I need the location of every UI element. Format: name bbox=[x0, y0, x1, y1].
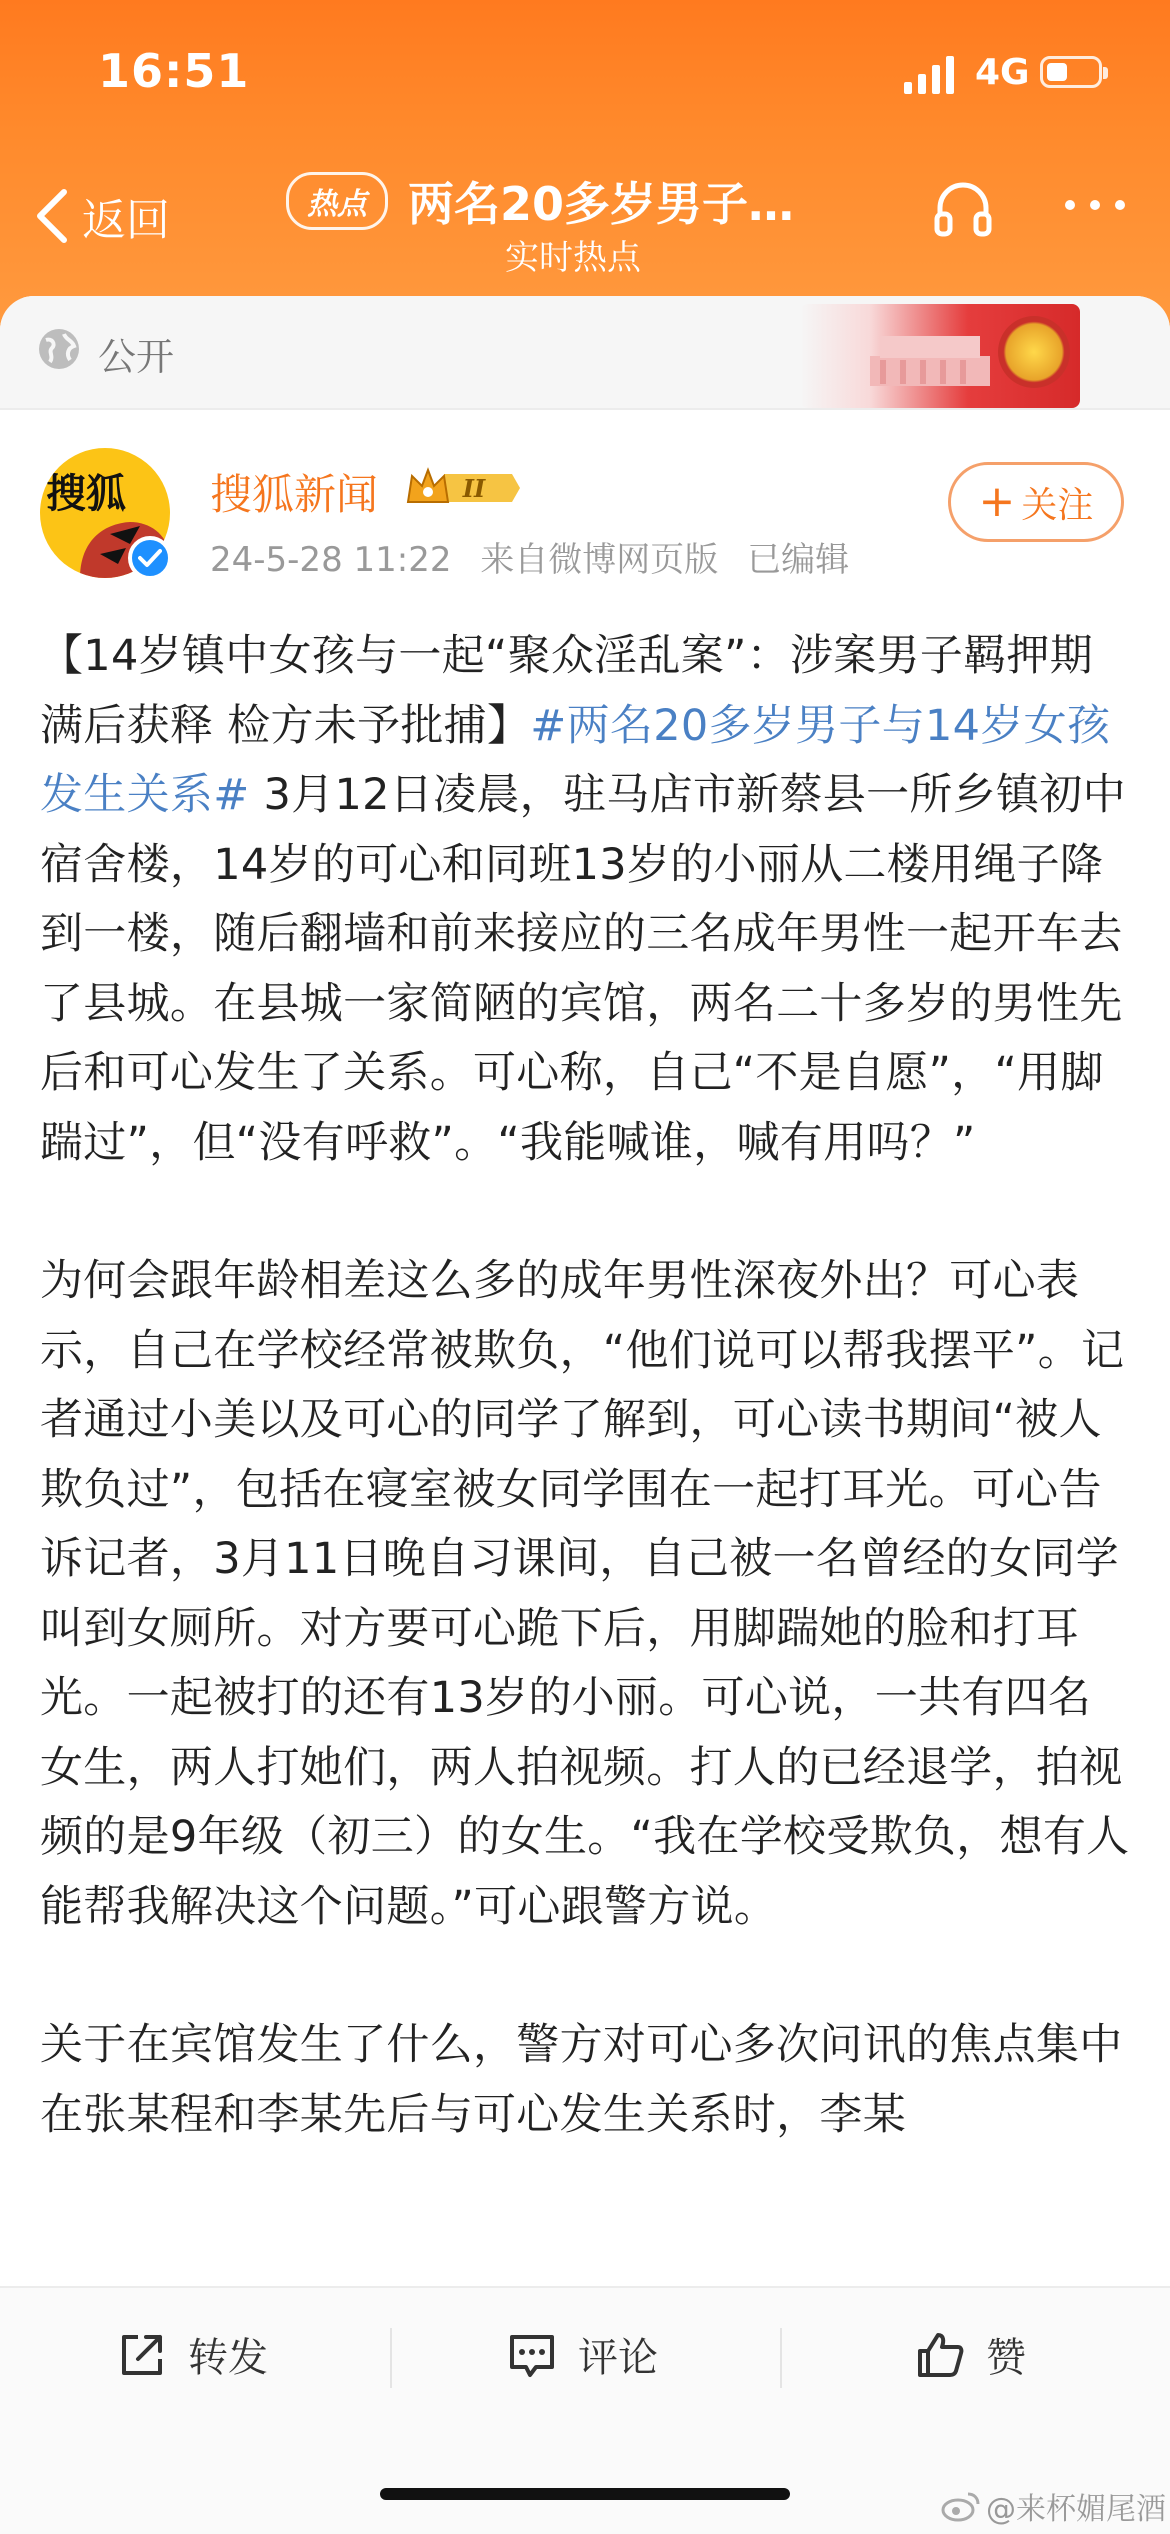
like-button[interactable] bbox=[914, 2326, 1026, 2383]
globe-icon bbox=[36, 326, 82, 372]
plus-icon: + bbox=[978, 476, 1016, 527]
nav-title-group bbox=[286, 168, 794, 234]
hashtag-link[interactable]: #两名20多岁男子与14岁女孩发生关系# bbox=[40, 700, 1111, 820]
thumbs-up-icon bbox=[914, 2329, 966, 2381]
watermark-text: @来杯媚尾酒 bbox=[986, 2492, 1166, 2527]
watermark bbox=[940, 2484, 1166, 2528]
post-headline: 【14岁镇中女孩与一起“聚众淫乱案”：涉案男子羁押期满后获释 检方未予批捕】 bbox=[40, 631, 1094, 751]
author-name[interactable]: 搜狐新闻 bbox=[210, 470, 379, 519]
header bbox=[0, 0, 1170, 330]
back-button[interactable] bbox=[32, 184, 170, 248]
hot-badge: 热点 bbox=[286, 172, 388, 230]
post-body bbox=[40, 622, 1130, 2150]
paragraph-1 bbox=[40, 622, 1130, 1178]
comment-label: 评论 bbox=[578, 2335, 658, 2381]
post-source: 来自微博网页版 bbox=[480, 540, 719, 580]
visibility-label: 公开 bbox=[98, 335, 175, 379]
status-time: 16:51 bbox=[98, 44, 250, 98]
post-meta bbox=[210, 532, 867, 581]
like-label: 赞 bbox=[986, 2335, 1026, 2381]
paragraph-2: 为何会跟年龄相差这么多的成年男性深夜外出？可心表示，自己在学校经常被欺负，“他们说可以帮我摆平”。记者通过小美以及可心的同学了解到，可心读书期间“被人欺负过”，包括在寝室被女同学围在一起打耳光。可心告诉记者，3月11日晚自习课间，自己被一名曾经的女同学叫到女厕所。对方要可心跪下后，用脚踹她的脸和打耳光。一起被打的还有13岁的小丽。可心说，一共有四名女生，两人打她们，两人拍视频。打人的已经退学，拍视频的是9年级（初三）的女生。“我在学校受欺负，想有人能帮我解决这个问题。”可心跟警方说。 bbox=[40, 1256, 1130, 1932]
signal-icon bbox=[904, 56, 956, 94]
action-bar bbox=[0, 2286, 1170, 2534]
comment-icon bbox=[506, 2329, 558, 2381]
post-card bbox=[0, 296, 1170, 2532]
svg-text:II: II bbox=[462, 474, 486, 503]
decorative-banner bbox=[800, 304, 1080, 408]
post-timestamp: 24-5-28 11:22 bbox=[210, 540, 452, 580]
page-title: 两名20多岁男子… bbox=[408, 177, 795, 231]
vip-badge-icon bbox=[404, 464, 520, 512]
visibility-bar bbox=[0, 296, 1170, 410]
battery-icon bbox=[1040, 56, 1102, 88]
chevron-left-icon bbox=[32, 186, 72, 246]
headphones-icon[interactable] bbox=[932, 178, 994, 240]
text-fade bbox=[0, 2236, 1170, 2286]
emblem-icon bbox=[998, 316, 1070, 388]
page-subtitle: 实时热点 bbox=[505, 238, 641, 278]
divider bbox=[780, 2328, 782, 2388]
paragraph-3: 关于在宾馆发生了什么，警方对可心多次问讯的焦点集中在张某程和李某先后与可心发生关系时，李某 bbox=[40, 2020, 1123, 2140]
more-icon[interactable] bbox=[1060, 190, 1130, 220]
follow-button[interactable] bbox=[948, 462, 1124, 542]
navbar bbox=[0, 160, 1170, 280]
comment-button[interactable] bbox=[506, 2326, 658, 2383]
repost-button[interactable] bbox=[116, 2326, 268, 2383]
home-indicator[interactable] bbox=[380, 2488, 790, 2500]
weibo-logo-icon bbox=[940, 2490, 980, 2522]
status-bar bbox=[0, 0, 1170, 150]
paragraph-1-text: 3月12日凌晨，驻马店市新蔡县一所乡镇初中宿舍楼，14岁的可心和同班13岁的小丽从二楼用绳子降到一楼，随后翻墙和前来接应的三名成年男性一起开车去了县城。在县城一家简陋的宾馆，两名二十多岁的男性先后和可心发生了关系。可心称，自己“不是自愿”，“用脚踹过”，但“没有呼救”。“我能喊谁，喊有用吗？” bbox=[40, 770, 1126, 1168]
follow-label: 关注 bbox=[1021, 484, 1094, 526]
edited-flag[interactable]: 已编辑 bbox=[747, 540, 850, 580]
verified-icon bbox=[128, 536, 172, 580]
network-type: 4G bbox=[975, 52, 1030, 93]
divider bbox=[390, 2328, 392, 2388]
repost-label: 转发 bbox=[188, 2335, 268, 2381]
avatar-logo-text: 搜狐 bbox=[46, 471, 126, 517]
back-label: 返回 bbox=[82, 195, 170, 246]
share-icon bbox=[116, 2329, 168, 2381]
building-icon bbox=[870, 326, 990, 386]
